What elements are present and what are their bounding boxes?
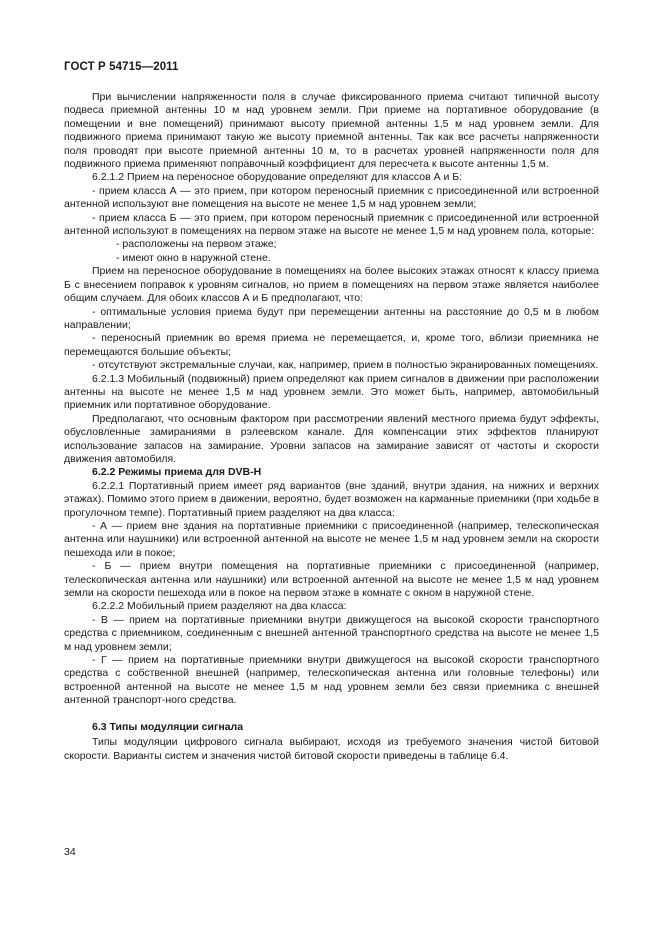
list-item: - прием класса Б — это прием, при котором переносный приемник с присоединенной или встроенной антенной используют в помещениях на первом этаже на высоте не менее 1,5 м над уровнем пола, которые: xyxy=(64,211,599,238)
list-item: - отсутствуют экстремальные случаи, как, например, прием в полностью экранированных помещениях. xyxy=(92,359,599,372)
list-item: - переносный приемник во время приема не перемещается, и, кроме того, вблизи приемника не перемещаются большие объекты; xyxy=(64,332,599,358)
list-item: - А — прием вне здания на портативные приемники с присоединенной (например, телескопическая антенна или наушники) или встроенной антенной на высоте не менее 1,5 м над уровнем земли на скорости пешехода или в покое; xyxy=(64,520,599,559)
paragraph: Типы модуляции цифрового сигнала выбирают, исходя из требуемого значения чистой битовой скорости. Варианты систем и значения чистой битовой скорости приведены в таблице 6.4. xyxy=(64,736,599,762)
section-heading-modulation: 6.3 Типы модуляции сигнала xyxy=(92,720,244,733)
document-header: ГОСТ Р 54715—2011 xyxy=(64,61,179,73)
paragraph: Прием на переносное оборудование в помещениях на более высоких этажах относят к классу приема Б с внесением поправок к уровням сигналов, но прием в помещениях на первом этаже является наиболее общим случаем. Для обоих классов А и Б предполагают, что: xyxy=(64,265,599,305)
section-heading-dvb-h: 6.2.2 Режимы приема для DVB-H xyxy=(92,466,262,479)
list-item: - имеют окно в наружной стене. xyxy=(116,251,271,264)
list-item: - прием класса А — это прием, при котором переносный приемник с присоединенной или встроенной антенной используют вне помещения на высоте не менее 1,5 м над уровнем земли; xyxy=(64,184,599,211)
paragraph: При вычислении напряженности поля в случае фиксированного приема считают типичной высоту подвеса приемной антенны 10 м над уровнем земли. При приеме на портативное оборудование (в помещении и вне помещений) принимают высоту приемной антенны 1,5 м над уровнем земли. Для подвижного приема принимают такую же высоту приемной антенны. Так как все расчеты напряженности поля проводят при высоте приемной антенны 10 м, то в расчетах уровней напряженности поля для подвижного приема применяют поправочный коэффициент для пересчета к высоте антенны 1,5 м. xyxy=(64,91,599,171)
paragraph: 6.2.1.3 Мобильный (подвижный) прием определяют как прием сигналов в движении при расположении антенны на высоте не менее 1,5 м над уровнем земли. Это может быть, например, автомобильный приемник или портативное оборудование. xyxy=(64,372,599,412)
list-item: - В — прием на портативные приемники внутри движущегося на высокой скорости транспортного средства с приемником, соединенным с внешней антенной транспортного средства на высоте не менее 1,5 м над уровнем земли; xyxy=(64,613,599,653)
document-body xyxy=(64,91,599,763)
list-item: - Г — прием на портативные приемники внутри движущегося на высокой скорости транспортного средства с собственной внешней (например, телескопическая антенна или головные телефоны) или встроенной антенной на высоте не менее 1,5 м над уровнем земли без связи приемника с внешней антенной транспорт-ного средства. xyxy=(64,654,599,707)
paragraph: 6.2.2.2 Мобильный прием разделяют на два класса: xyxy=(92,600,347,613)
list-item: - расположены на первом этаже; xyxy=(116,238,277,251)
list-item: - оптимальные условия приема будут при перемещении антенны на расстояние до 0,5 м в любом направлении; xyxy=(64,305,599,331)
paragraph: 6.2.2.1 Портативный прием имеет ряд вариантов (вне зданий, внутри здания, на нижних и верхних этажах). Помимо этого прием в движении, вероятно, будет возможен на карманные приемники (при ходьбе в прогулочном темпе). Портативный прием разделяют на два класса: xyxy=(64,479,599,519)
list-item: - Б — прием внутри помещения на портативные приемники с присоединенной (например, телескопическая антенна или наушники) или встроенной антенной на высоте не менее 1,5 м над уровнем земли на скорости пешехода или в покое на первом этаже в комнате с окном в наружной стене. xyxy=(64,560,599,600)
paragraph: Предполагают, что основным фактором при рассмотрении явлений местного приема будут эффекты, обусловленные замираниями в рэлеевском канале. Для компенсации этих эффектов планируют использование запасов на замирание. Уровни запасов на замирание зависят от частоты и скорости движения автомобиля. xyxy=(64,412,599,465)
paragraph: 6.2.1.2 Прием на переносное оборудование определяют для классов А и Б: xyxy=(92,171,463,184)
page-number: 34 xyxy=(64,846,76,858)
